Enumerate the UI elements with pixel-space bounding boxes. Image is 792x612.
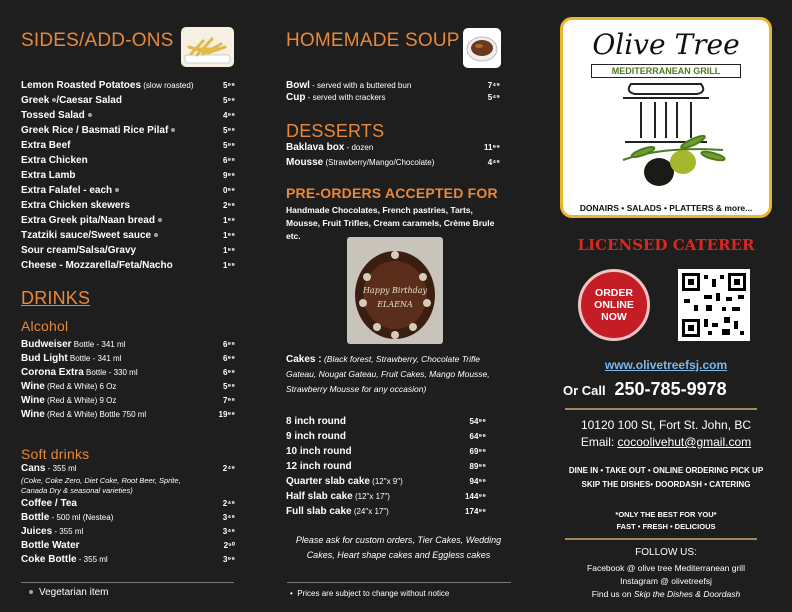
item-name-text: Quarter slab cake: [286, 476, 370, 487]
fries-image: [181, 27, 234, 67]
item-name-text: Lemon Roasted Potatoes: [21, 80, 142, 91]
services: [560, 464, 772, 492]
menu-item: [21, 338, 235, 352]
fresh-line: FAST • FRESH • DELICIOUS: [616, 522, 716, 531]
item-name-text: Extra Lamb: [21, 170, 76, 181]
item-name-text: Juices: [21, 526, 53, 537]
item-name: [21, 198, 130, 213]
sides-title: SIDES/ADD-ONS: [21, 30, 174, 51]
item-name: [286, 489, 390, 504]
item-name-text: Extra Beef: [21, 140, 71, 151]
veg-legend: [29, 587, 109, 598]
item-price: 5⁹⁹: [222, 382, 235, 391]
item-price: 94⁹⁹: [469, 477, 486, 486]
item-note: - served with a buttered bun: [309, 81, 412, 90]
item-name-text: Greek: [21, 95, 50, 106]
menu-item: [21, 462, 235, 476]
item-name: [286, 474, 403, 489]
facebook-link[interactable]: Facebook @ olive tree Mediterranean grill: [587, 563, 745, 573]
preorder-title-b: FOR: [467, 185, 498, 201]
menu-item: [286, 155, 500, 170]
item-price: 11⁹⁹: [483, 143, 500, 152]
menu-item: [21, 394, 235, 408]
item-name: [21, 408, 146, 422]
item-name-text: Bowl: [286, 80, 310, 91]
item-price: 6⁹⁹: [222, 340, 235, 349]
divider: [565, 408, 757, 410]
fries-icon: [181, 27, 234, 67]
item-name: [21, 553, 108, 567]
item-price: 5⁹⁹: [222, 126, 235, 135]
menu-item: [21, 153, 235, 168]
item-name-text: Budweiser: [21, 339, 72, 350]
menu-item: [21, 553, 235, 567]
item-price: 1⁹⁹: [222, 231, 235, 240]
item-price: 19⁹⁹: [218, 410, 235, 419]
menu-item: [21, 108, 235, 123]
services-line-2: SKIP THE DISHES• DOORDASH • CATERING: [581, 480, 751, 489]
menu-item: [286, 80, 500, 92]
item-name: [286, 140, 373, 155]
menu-item: [286, 489, 486, 504]
item-name-text: Greek Rice / Basmati Rice Pilaf: [21, 125, 169, 136]
item-name-text: Extra Falafel - each: [21, 185, 113, 196]
item-name: [21, 338, 125, 352]
divider: [565, 538, 757, 540]
item-price: 1⁹⁹: [222, 261, 235, 270]
brand-subtitle: MEDITERRANEAN GRILL: [591, 64, 741, 78]
custom-orders-note: Please ask for custom orders, Tier Cakes, Wedding Cakes, Heart shape cakes and Eggless cakes: [295, 535, 502, 560]
brand-name: Olive Tree: [592, 28, 740, 61]
item-price: 3⁴⁹: [222, 527, 235, 536]
item-name: [286, 155, 434, 170]
item-price: 2⁴⁹: [222, 464, 235, 473]
item-name-text: 12 inch round: [286, 461, 352, 472]
item-price: 69⁹⁹: [469, 447, 486, 456]
item-price: 9⁹⁹: [222, 171, 235, 180]
item-note: - 355 ml: [76, 555, 108, 564]
item-note: - served with crackers: [305, 93, 386, 102]
item-price: 6⁹⁹: [222, 156, 235, 165]
item-name: [286, 504, 389, 519]
item-name: [21, 462, 77, 476]
item-name-text: Bottle: [21, 512, 50, 523]
phone-number[interactable]: 250-785-9978: [614, 379, 727, 399]
cake-text-2: ELAENA: [377, 300, 413, 309]
birthday-cake-image: [347, 237, 443, 344]
item-name: [286, 429, 346, 444]
menu-item: [286, 140, 500, 155]
item-price: 144⁹⁹: [465, 492, 486, 501]
item-name-text: 8 inch round: [286, 416, 346, 427]
item-name: [21, 497, 77, 511]
cakes-list: [286, 414, 486, 519]
item-name-text: Bottle Water: [21, 540, 80, 551]
item-name: [21, 394, 116, 408]
cakes-label: Cakes :: [286, 354, 322, 365]
item-note: - 355 ml: [52, 527, 84, 536]
item-name-text: Extra Chicken skewers: [21, 200, 130, 211]
alcohol-title: Alcohol: [21, 318, 69, 334]
item-price: 4⁹⁹: [222, 111, 235, 120]
item-name-text: Coffee / Tea: [21, 498, 77, 509]
item-note: (Red & White) Bottle 750 ml: [44, 410, 147, 419]
qr-code-icon: [682, 273, 746, 337]
item-name-text: Cheese - Mozzarella/Feta/Nacho: [21, 260, 173, 271]
item-price: 1⁹⁹: [222, 216, 235, 225]
item-name-text: Tzatziki sauce/Sweet sauce: [21, 230, 152, 241]
item-note: (Red & White) 9 Oz: [44, 396, 117, 405]
item-name-text: Wine: [21, 395, 45, 406]
item-name: [21, 168, 75, 183]
item-note: (12"x 9"): [369, 477, 403, 486]
item-price: 4⁴⁹: [487, 158, 500, 167]
find-platforms: Skip the Dishes & Doordash: [633, 589, 741, 599]
item-name: [21, 243, 136, 258]
item-name-text: Half slab cake: [286, 491, 353, 502]
item-name: [21, 78, 194, 93]
item-name: [21, 228, 158, 243]
item-name-text: Tossed Salad: [21, 110, 85, 121]
drinks-title: DRINKS: [21, 288, 91, 308]
preorder-text: Handmade Chocolates, French pastries, Tarts, Mousse, Fruit Trifles, Cream caramels, Crème Brule etc.: [286, 205, 495, 241]
menu-item: [21, 352, 235, 366]
item-price: 174⁹⁹: [465, 507, 486, 516]
best-for-you: [560, 509, 772, 533]
menu-item: [21, 93, 235, 108]
services-line-1: DINE IN • TAKE OUT • ONLINE ORDERING PICK UP: [568, 466, 764, 475]
item-name: [21, 93, 122, 108]
item-name: [21, 511, 113, 525]
item-name: [21, 213, 162, 228]
cakes-desc: [286, 352, 500, 397]
item-name-text: Full slab cake: [286, 506, 352, 517]
veg-dot-icon: [115, 188, 119, 192]
menu-item: [286, 474, 486, 489]
best-line: *ONLY THE BEST FOR YOU*: [615, 510, 717, 519]
item-note: (slow roasted): [141, 81, 194, 90]
item-name-rest: /Caesar Salad: [56, 95, 122, 106]
item-name-text: Cans: [21, 463, 46, 474]
menu-item: [21, 198, 235, 213]
column-olive-logo-icon: [563, 78, 769, 188]
desserts-list: [286, 140, 500, 170]
item-name-text: Bud Light: [21, 353, 68, 364]
qr-code[interactable]: [678, 269, 750, 341]
item-name: [21, 539, 80, 553]
menu-item: [286, 444, 486, 459]
follow-us: FOLLOW US:: [635, 547, 697, 558]
item-price: 2⁴⁹: [222, 499, 235, 508]
item-name: [286, 444, 352, 459]
call-label: Or Call: [563, 383, 606, 398]
item-name: [21, 183, 119, 198]
item-name-text: 9 inch round: [286, 431, 346, 442]
menu-item: [21, 511, 235, 525]
item-note: (24"x 17"): [351, 507, 389, 516]
item-price: 7⁹⁹: [222, 396, 235, 405]
item-note: - 500 ml (Nestea): [49, 513, 114, 522]
item-name: [286, 80, 411, 92]
soup-title: HOMEMADE SOUP: [286, 30, 460, 51]
price-note-text: Prices are subject to change without notice: [297, 589, 450, 598]
menu-item: [21, 243, 235, 258]
preorder-title: [286, 185, 498, 201]
item-price: 1⁹⁹: [222, 246, 235, 255]
item-extra: (Coke, Coke Zero, Diet Coke, Root Beer, Sprite, Canada Dry & seasonal varieties): [21, 476, 181, 495]
item-name: [21, 258, 173, 273]
item-price: 5⁹⁹: [222, 81, 235, 90]
item-name: [286, 92, 385, 104]
menu-item: [21, 258, 235, 273]
item-price: 2⁹⁹: [222, 201, 235, 210]
soft-drinks-title: Soft drinks: [21, 446, 90, 462]
menu-item: [21, 380, 235, 394]
item-name-text: Extra Greek pita/Naan bread: [21, 215, 155, 226]
menu-item: [21, 366, 235, 380]
licensed-caterer: LICENSED CATERER: [577, 236, 755, 254]
menu-item: [286, 429, 486, 444]
item-price: 5⁹⁹: [222, 141, 235, 150]
menu-item: [21, 408, 235, 422]
price-note: • Prices are subject to change without notice: [290, 589, 450, 598]
divider: [21, 582, 234, 583]
item-name: [21, 108, 92, 123]
veg-legend-label: Vegetarian item: [39, 587, 109, 598]
item-name: [21, 352, 121, 366]
email-line: [560, 435, 772, 449]
item-note: Bottle - 330 ml: [83, 368, 138, 377]
item-price: 5⁹⁹: [222, 96, 235, 105]
item-price: 2⁵⁰: [223, 541, 235, 550]
menu-item: [21, 525, 235, 539]
item-name-text: Mousse: [286, 157, 324, 168]
item-price: 3⁴⁹: [222, 513, 235, 522]
cakes-desc-text: (Black forest, Strawberry, Chocolate Trifle Gateau, Nougat Gateau, Fruit Cakes, Mango Mousse, Strawberry Mousse for any occasion): [286, 354, 490, 394]
item-price: 6⁹⁹: [222, 368, 235, 377]
item-price: 7⁴⁹: [487, 81, 500, 90]
veg-dot-icon: [29, 590, 33, 594]
order-online-button[interactable]: ORDER ONLINE NOW: [578, 269, 650, 341]
item-name-text: 10 inch round: [286, 446, 352, 457]
veg-dot-icon: [154, 233, 158, 237]
item-name-text: Cup: [286, 92, 306, 103]
item-name-text: Coke Bottle: [21, 554, 77, 565]
menu-item: [21, 138, 235, 153]
item-price: 89⁹⁹: [469, 462, 486, 471]
menu-item: [286, 414, 486, 429]
menu-item: [21, 213, 235, 228]
desserts-title: DESSERTS: [286, 121, 385, 141]
menu-item: [21, 168, 235, 183]
address: 10120 100 St, Fort St. John, BC: [580, 418, 752, 432]
item-name: [286, 459, 352, 474]
menu-item: [21, 183, 235, 198]
item-note: (Strawberry/Mango/Chocolate): [323, 158, 435, 167]
soup-list: [286, 80, 500, 104]
soup-bowl-icon: [463, 28, 501, 68]
email-label: Email:: [580, 435, 615, 449]
menu-item: [286, 504, 486, 519]
alcohol-list: [21, 338, 235, 422]
instagram-link[interactable]: Instagram @ olivetreefsj: [620, 576, 712, 586]
social-links: [560, 562, 772, 601]
brand-tagline: DONAIRS • SALADS • PLATTERS & more...: [579, 203, 753, 213]
item-price: 6⁹⁹: [222, 354, 235, 363]
item-name-text: Extra Chicken: [21, 155, 88, 166]
item-name: [21, 123, 175, 138]
menu-item: [21, 539, 235, 553]
item-name: [21, 380, 116, 394]
item-price: 3⁹⁹: [222, 555, 235, 564]
item-name: [21, 138, 70, 153]
menu-item: [286, 92, 500, 104]
logo-box: [560, 17, 772, 218]
divider: [287, 582, 511, 583]
menu-item: [21, 228, 235, 243]
preorder-title-a: PRE-ORDERS ACCEPTED: [286, 185, 464, 201]
website-link[interactable]: www.olivetreefsj.com: [604, 358, 728, 372]
sides-list: [21, 78, 235, 273]
item-name-text: Corona Extra: [21, 367, 84, 378]
item-name-text: Baklava box: [286, 142, 345, 153]
item-name: [286, 414, 346, 429]
item-name-text: Sour cream/Salsa/Gravy: [21, 245, 137, 256]
item-name-text: Wine: [21, 409, 45, 420]
item-name: [21, 366, 138, 380]
cake-icon: [347, 237, 443, 344]
item-name: [21, 153, 88, 168]
soft-drinks-list: [21, 462, 235, 567]
find-label: Find us on: [591, 589, 632, 599]
phone-line: [563, 379, 727, 400]
menu-item: [21, 123, 235, 138]
veg-dot-icon: [158, 218, 162, 222]
item-note: Bottle - 341 ml: [71, 340, 126, 349]
menu-item: [21, 497, 235, 511]
item-price: 0⁹⁹: [222, 186, 235, 195]
item-name-text: Wine: [21, 381, 45, 392]
cake-text-1: Happy Birthday: [362, 286, 428, 295]
item-price: 5⁴⁹: [487, 93, 500, 102]
item-name: [21, 525, 83, 539]
item-note: - 355 ml: [45, 464, 77, 473]
item-note: (12"x 17"): [352, 492, 390, 501]
menu-item: [21, 78, 235, 93]
item-price: 54⁹⁹: [469, 417, 486, 426]
veg-dot-icon: [88, 113, 92, 117]
menu-item: [286, 459, 486, 474]
email-link[interactable]: cocoolivehut@gmail.com: [617, 435, 752, 449]
soup-image: [463, 28, 501, 68]
item-note: - dozen: [344, 143, 374, 152]
item-price: 64⁹⁹: [469, 432, 486, 441]
item-note: Bottle - 341 ml: [67, 354, 122, 363]
veg-dot-icon: [171, 128, 175, 132]
item-note: (Red & White) 6 Oz: [44, 382, 117, 391]
